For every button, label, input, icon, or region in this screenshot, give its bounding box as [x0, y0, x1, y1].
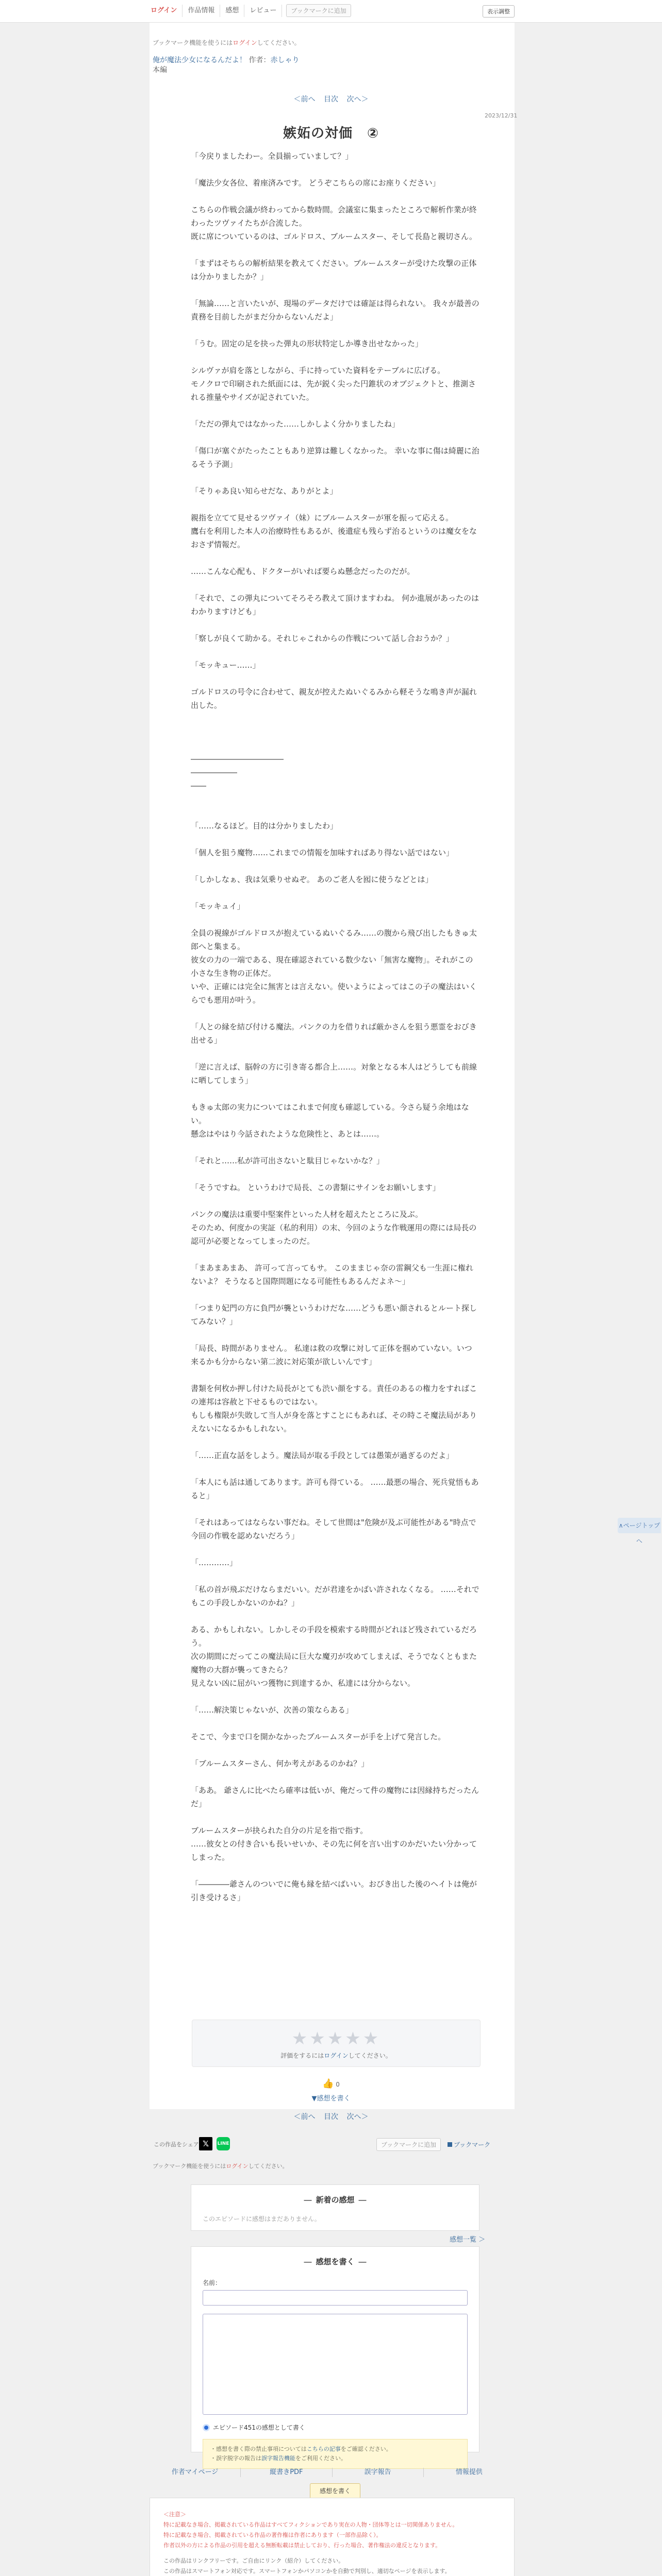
- thumbs-up-icon: 👍: [322, 2078, 334, 2089]
- body-paragraph: 次の期間にだってこの魔法局に巨大な魔刃が攻めてしまえば、そうでなくともまた魔物の大群が襲ってきたら？: [191, 1652, 477, 1674]
- body-paragraph: 懸念はやはり今話されたような危険性と、あとは……。: [191, 1129, 385, 1139]
- body-paragraph: 「……解決策じゃないが、次善の策ならある」: [191, 1705, 354, 1715]
- no-review-text: このエピソードに感想はまだありません。: [203, 2215, 321, 2223]
- body-paragraph: [191, 645, 479, 658]
- body-paragraph: [191, 1864, 479, 1877]
- review-notice: ・感想を書く際の禁止事項についてはこちらの記事をご確認ください。 ・誤字脱字の報告は誤字報告機能をご利用ください。: [203, 2439, 468, 2469]
- body-paragraph: [191, 350, 479, 364]
- body-paragraph: 「そりゃあ良い知らせだな、ありがとよ」: [191, 486, 338, 496]
- episode-pager-bottom: [0, 2111, 662, 2122]
- rating-stars[interactable]: ★★★★★: [291, 2028, 381, 2049]
- bookmark-button[interactable]: ブックマークに追加: [286, 4, 351, 17]
- body-paragraph: シルヴァが肩を落としながら、手に持っていた資料をテーブルに広げる。: [191, 366, 445, 375]
- bookmark-login-note: ブックマーク機能を使うにはログインしてください。: [153, 39, 301, 46]
- body-paragraph: ……彼女との付き合いも長いせいか、その先に何を言い出すのかだいたい分かってしまった。: [191, 1839, 477, 1862]
- body-paragraph: [191, 1462, 479, 1476]
- rules-article-link[interactable]: こちらの記事: [306, 2446, 341, 2452]
- login-link[interactable]: ログイン: [145, 5, 183, 17]
- body-paragraph: [191, 1328, 479, 1342]
- body-paragraph: [191, 792, 479, 806]
- page-top-button[interactable]: ∧ページトップへ: [618, 1518, 661, 1533]
- body-paragraph: [191, 618, 479, 632]
- body-paragraph: 「モッキュイ」: [191, 902, 245, 911]
- body-paragraph: [191, 1810, 479, 1824]
- body-paragraph: [191, 163, 479, 176]
- body-paragraph: [191, 283, 479, 297]
- body-paragraph: 「ただの弾丸ではなかった……しかしよく分かりましたね」: [191, 419, 400, 429]
- body-paragraph: 「察しが良くて助かる。それじゃこれからの作戦について話し合おうか？」: [191, 634, 454, 643]
- body-paragraph: ――――――――――――: [191, 754, 284, 764]
- body-paragraph: もきゅ太郎の実力についてはこれまで何度も確認している。今さら疑う余地はない。: [191, 1103, 469, 1125]
- body-paragraph: 「……なるほど。目的は分かりましたわ」: [191, 821, 338, 831]
- submit-review-button[interactable]: 感想を書く: [310, 2483, 360, 2499]
- toc-link-bottom[interactable]: 目次: [324, 2113, 338, 2121]
- share-row: [150, 2134, 515, 2155]
- body-paragraph: [191, 1690, 479, 1703]
- body-paragraph: 「まあまあまあ、 許可って言ってもサ。 このままじゃ奈の雷鋼父も一生涯に権れないよ？ そうなると国際問題になる可能性もあるんだよネ～」: [191, 1263, 473, 1286]
- body-paragraph: [191, 1543, 479, 1556]
- body-paragraph: [191, 471, 479, 484]
- body-paragraph: 「まずはそちらの解析結果を教えてください。ブルームスターが受けた攻撃の正体は分かりましたか？」: [191, 259, 477, 281]
- like-button[interactable]: [0, 2078, 662, 2089]
- review-list-link[interactable]: 感想一覧 ＞: [450, 2236, 486, 2244]
- episode-title: 嫉妬の対価 ②: [283, 126, 379, 141]
- episode-review-radio[interactable]: エピソード451の感想として書く: [203, 2423, 468, 2432]
- body-paragraph: [191, 1288, 479, 1301]
- display-settings-button[interactable]: 表示調整: [483, 5, 515, 18]
- review-textarea[interactable]: [203, 2314, 468, 2415]
- body-paragraph: 「つまり妃門の方に負門が襲というわけだな……どうも悪い顔されるとルート探してみない？」: [191, 1303, 477, 1326]
- author-link[interactable]: 赤しゃり: [270, 56, 300, 64]
- info-provide-link[interactable]: 情報提供: [455, 2468, 483, 2476]
- series-info: 俺が魔法少女になるんだよ！ 作者：赤しゃり 本編: [153, 56, 300, 74]
- typo-report-link[interactable]: 誤字報告機能: [261, 2455, 295, 2462]
- episode-date: 2023/12/31: [485, 112, 518, 119]
- rating-box: [192, 2020, 481, 2067]
- body-paragraph: [191, 1087, 479, 1100]
- body-paragraph: そこで、今まで口を開かなかったブルームスターが手を上げて発言した。: [191, 1732, 446, 1741]
- body-paragraph: 「それで、この弾丸についてそろそろ教えて頂けますわね。 何か進展があったのはわかりますけども」: [191, 594, 479, 616]
- body-paragraph: [191, 1368, 479, 1382]
- name-label: 名前：: [203, 2279, 222, 2286]
- body-paragraph: 「魔法少女各位、着座済みです。 どうぞこちらの席にお座りください」: [191, 178, 440, 188]
- footer-link-row: [150, 2468, 515, 2477]
- body-paragraph: [191, 1743, 479, 1757]
- body-paragraph: [191, 1435, 479, 1449]
- body-paragraph: [191, 1248, 479, 1261]
- series-title-link[interactable]: 俺が魔法少女になるんだよ！: [153, 56, 246, 64]
- body-paragraph: [191, 1770, 479, 1784]
- body-paragraph: 「ブルームスターさん、何か考えがあるのかね？」: [191, 1759, 369, 1768]
- login-link-inline[interactable]: ログイン: [233, 39, 257, 46]
- nav-reviews[interactable]: 感想: [220, 5, 244, 17]
- body-paragraph: 「本人にも話は通してあります。許可も得ている。 ……最悪の場合、死兵覚悟もあると」: [191, 1478, 479, 1500]
- bookmark-button-bottom[interactable]: ブックマークに追加: [376, 2138, 441, 2151]
- body-paragraph: [191, 1194, 479, 1208]
- body-paragraph: 「うむ。固定の足を抉った弾丸の形状特定しか導き出せなかった」: [191, 339, 423, 348]
- body-paragraph: [191, 324, 479, 337]
- body-paragraph: 彼女の力の一端である、現在確認されている数少ない「無害な魔物」。それがこの小さな生き物の正体だ。: [191, 955, 473, 978]
- write-review-toggle[interactable]: ▼感想を書く: [311, 2095, 351, 2103]
- body-paragraph: [191, 404, 479, 417]
- body-paragraph: 「人との縁を結び付ける魔法。パンクの力を借りれば厳かさんを狙う悪霊をおびき出せる」: [191, 1022, 477, 1045]
- body-paragraph: そのため、何度かの実証（私的利用）の末、今回のような作戦運用の際には局長の認可が必要となってしまったのだ。: [191, 1223, 477, 1246]
- body-paragraph: ――: [191, 781, 206, 790]
- body-paragraph: パンクの魔法は重要中堅案件といった人材を超えたところに及ぶ。: [191, 1210, 423, 1219]
- body-paragraph: 「局長、時間がありません。 私達は救の攻撃に対して正体を掴めていない。いつ来るかも分からない第二波に対応策が欲しいんです」: [191, 1344, 472, 1366]
- body-paragraph: [191, 712, 479, 725]
- bookmark-login-note-bottom: ブックマーク機能を使うにはログインしてください。: [153, 2163, 288, 2170]
- body-paragraph: 見えない凶に屈がいつ獲物に到達するか、私達には分からない。: [191, 1679, 416, 1688]
- review-form-heading: ― 感想を書く ―: [304, 2257, 367, 2266]
- body-paragraph: [191, 725, 479, 739]
- body-paragraph: ある、かもしれない。しかしその手段を模索する時間がどれほど残されているだろう。: [191, 1625, 477, 1648]
- body-paragraph: [191, 243, 479, 257]
- body-paragraph: [191, 1007, 479, 1020]
- body-paragraph: 「私の首が飛ぶだけならまだいい。だが君達をかばい許されなくなる。 ……それでもこの手段しかないのかね？」: [191, 1585, 479, 1607]
- typo-report-footer-link[interactable]: 誤字報告: [333, 2468, 424, 2477]
- next-episode-link-bottom[interactable]: 次へ＞: [346, 2113, 369, 2121]
- login-link-bottom[interactable]: ログイン: [226, 2163, 249, 2170]
- rating-login-link[interactable]: ログイン: [324, 2052, 349, 2059]
- body-paragraph: [191, 190, 479, 203]
- nav-work-info[interactable]: 作品情報: [183, 5, 220, 17]
- body-paragraph: [191, 1717, 479, 1730]
- body-paragraph: [191, 551, 479, 565]
- body-paragraph: 「モッキュー……」: [191, 660, 260, 670]
- episode-number: ②: [367, 126, 379, 141]
- body-paragraph: [191, 578, 479, 591]
- body-paragraph: 「逆に言えば、脳幹の方に引き寄る都合上……。対象となる本人はどうしても前線に晒してしまう」: [191, 1062, 477, 1085]
- body-paragraph: 「……正直な話をしよう。魔法局が取る手段としては愚策が過ぎるのだよ」: [191, 1451, 454, 1460]
- body-paragraph: [191, 1569, 479, 1583]
- body-paragraph: 「…………」: [191, 1558, 238, 1567]
- body-paragraph: 「ああ。 爺さんに比べたら確率は低いが、俺だって件の魔物には因縁持ちだったんだ」: [191, 1786, 479, 1808]
- share-label: この作品をシェア: [154, 2141, 199, 2148]
- body-paragraph: 「――――爺さんのついでに俺も縁を結べばいい。おびき出した後のヘイトは俺が引き受けるさ」: [191, 1879, 477, 1902]
- caution-line: 特に記載なき場合、掲載されている作品の著作権は作者にあります（一部作品除く）。: [163, 2532, 382, 2538]
- next-episode-link[interactable]: 次へ＞: [346, 95, 369, 104]
- body-paragraph: [191, 431, 479, 444]
- caution-line: 特に記載なき場合、掲載されている作品はすべてフィクションであり実在の人物・団体等とは一切関係ありません。: [163, 2521, 458, 2528]
- body-paragraph: [191, 1047, 479, 1060]
- caution-line: 作者以外の方による作品の引用を超える無断転載は禁止しており、行った場合、著作権法の違反となります。: [163, 2542, 441, 2549]
- body-paragraph: 「しかしなぁ、我は気乗りせぬぞ。 あのご老人を囮に使うなどとは」: [191, 875, 433, 884]
- caution-heading: ＜注意＞: [163, 2511, 186, 2518]
- body-paragraph: [191, 859, 479, 873]
- name-input[interactable]: [203, 2290, 468, 2306]
- latest-reviews-heading: ― 新着の感想 ―: [304, 2195, 367, 2205]
- vertical-pdf-link[interactable]: 縦書きPDF: [241, 2468, 332, 2477]
- like-count: 0: [336, 2081, 340, 2088]
- body-paragraph: 親指を立てて見せるツヴァイ（妹）にブルームスターが軍を振って応える。: [191, 513, 453, 522]
- body-paragraph: [191, 498, 479, 511]
- body-paragraph: [191, 672, 479, 685]
- body-paragraph: 「それと……私が許可出さないと駄目じゃないかな？」: [191, 1156, 385, 1165]
- body-paragraph: 「今戻りましたわー。全員揃っていまして？」: [191, 151, 353, 161]
- body-paragraph: [191, 886, 479, 900]
- author-mypage-link[interactable]: 作者マイページ: [150, 2468, 241, 2477]
- body-paragraph: [191, 913, 479, 926]
- body-paragraph: 「無論……と言いたいが、現場のデータだけでは確証は得られない。 我々が最善の責務を目前したがまだ分からないんだよ」: [191, 299, 479, 321]
- body-paragraph: 「それはあってはならない事だね。そして世間は"危険が及ぶ可能性がある"時点で今回の作戦を認めないだろう」: [191, 1518, 476, 1540]
- body-paragraph: もしも権限が失敗して当人が身を落とすことにもあれば、その時こそ魔法局がありえないになるかもしれない。: [191, 1411, 477, 1433]
- body-paragraph: [191, 1609, 479, 1623]
- body-paragraph: こちらの作戦会議が終わってから数時間。会議室に集まったところで解析作業が終わったツヴァイたちが合流した。: [191, 205, 477, 228]
- episode-pager-top: [0, 94, 662, 104]
- body-paragraph: いや、正確には完全に無害とは言えない。使いようによってはこの子の魔法はいくらでも悪用が叶う。: [191, 982, 477, 1005]
- caution-line: この作品はスマートフォン対応です。スマートフォンかパソコンかを自動で判別し、適切なページを表示します。: [163, 2568, 451, 2574]
- body-paragraph: ――――――: [191, 768, 237, 777]
- toc-link[interactable]: 目次: [324, 95, 338, 104]
- body-paragraph: 鷹右を利用した本人の治療時性もあるが、後遺症も残らず治るというのは魔女をなおさず情報だ。: [191, 527, 477, 549]
- body-paragraph: 「傷口が塞ぐがたったこともあり逆算は難しくなかった。 幸いな事に傷は綺麗に治るそう予測」: [191, 446, 479, 469]
- body-paragraph: ゴルドロスの号令に合わせて、親友が控えたぬいぐるみから軽そうな鳴き声が漏れ出した。: [191, 687, 477, 710]
- bookmark-square-icon: [448, 2142, 452, 2147]
- line-share-icon[interactable]: LINE: [217, 2137, 230, 2150]
- caution-line: この作品はリンクフリーです。ご自由にリンク（紹介）してください。: [163, 2557, 344, 2564]
- latest-reviews-panel: [191, 2184, 479, 2231]
- body-paragraph: 既に席についているのは、ゴルドロス、ブルームスター、そして長島と親切さん。: [191, 232, 477, 241]
- bookmark-link[interactable]: ブックマーク: [448, 2140, 490, 2149]
- body-paragraph: [191, 1141, 479, 1154]
- nav-recommend[interactable]: レビュー: [244, 5, 282, 17]
- body-paragraph: 書類を何枚か押し付けた局長がとても渋い顔をする。責任のあるの権力をすればこの連邦は容赦と下せるものではない。: [191, 1384, 477, 1406]
- prev-episode-link[interactable]: ＜前へ: [293, 95, 316, 104]
- prev-episode-link-bottom[interactable]: ＜前へ: [293, 2113, 316, 2121]
- body-paragraph: 全員の視線がゴルドロスが抱えているぬいぐるみ……の腹から飛び出したもきゅ太郎へと集まる。: [191, 928, 477, 951]
- body-paragraph: [191, 833, 479, 846]
- body-paragraph: [191, 1502, 479, 1516]
- body-paragraph: [191, 806, 479, 819]
- caution-box: [150, 2498, 515, 2576]
- body-paragraph: ……こんな心配も、ドクターがいれば要らぬ懸念だったのだが。: [191, 567, 415, 576]
- body-paragraph: モノクロで印刷された紙面には、先が鋭く尖った円錐状のオブジェクトと、推測される推量やサイズが記されていた。: [191, 379, 476, 402]
- top-navbar: [0, 0, 662, 23]
- x-share-icon[interactable]: 𝕏: [199, 2137, 212, 2150]
- episode-body: [191, 149, 479, 1904]
- body-paragraph: ブルームスターが抉られた自分の片足を指で指す。: [191, 1826, 368, 1835]
- body-paragraph: 「そうですね。 というわけで局長、この書類にサインをお願いします」: [191, 1183, 440, 1192]
- body-paragraph: [191, 739, 479, 752]
- body-paragraph: [191, 1167, 479, 1181]
- radio-selected-icon[interactable]: [203, 2424, 210, 2431]
- chapter-label: 本編: [153, 66, 167, 74]
- rating-login-note: 評価をするにはログインしてください。: [280, 2052, 392, 2059]
- body-paragraph: 「個人を狙う魔物……これまでの情報を加味すればあり得ない話ではない」: [191, 848, 454, 857]
